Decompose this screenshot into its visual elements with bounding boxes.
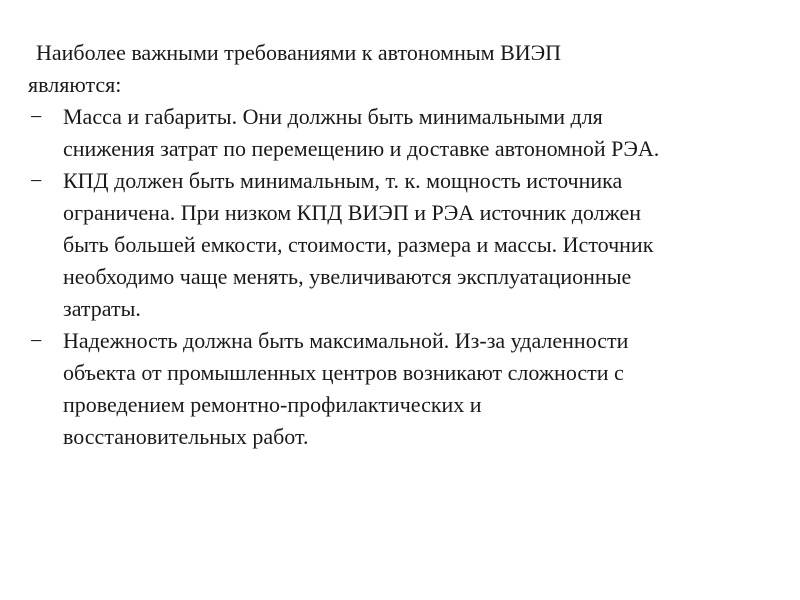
intro-paragraph — [28, 37, 788, 101]
requirement-line: восстановительных работ. — [63, 424, 309, 449]
requirement-item-reliability — [28, 325, 788, 453]
requirement-item-mass — [28, 101, 788, 165]
dash-bullet-icon: − — [30, 168, 43, 193]
requirement-line: Масса и габариты. Они должны быть минимальными для — [63, 104, 603, 129]
slide-body — [28, 37, 788, 453]
requirement-line: ограничена. При низком КПД ВИЭП и РЭА источник должен — [63, 200, 642, 225]
requirement-line: Надежность должна быть максимальной. Из-за удаленности — [63, 328, 629, 353]
requirement-line: проведением ремонтно-профилактических и — [63, 392, 482, 417]
intro-line-1: Наиболее важными требованиями к автономным ВИЭП — [36, 40, 562, 65]
requirement-line: быть большей емкости, стоимости, размера и массы. Источник — [63, 232, 654, 257]
requirements-list — [28, 101, 788, 453]
requirement-item-efficiency — [28, 165, 788, 325]
requirement-line: снижения затрат по перемещению и доставке автономной РЭА. — [63, 136, 660, 161]
intro-line-2: являются: — [28, 72, 122, 97]
requirement-line: КПД должен быть минимальным, т. к. мощность источника — [63, 168, 623, 193]
dash-bullet-icon: − — [30, 328, 43, 353]
dash-bullet-icon: − — [30, 104, 43, 129]
requirement-line: затраты. — [63, 296, 141, 321]
requirement-line: необходимо чаще менять, увеличиваются эксплуатационные — [63, 264, 632, 289]
requirement-line: объекта от промышленных центров возникают сложности с — [63, 360, 624, 385]
